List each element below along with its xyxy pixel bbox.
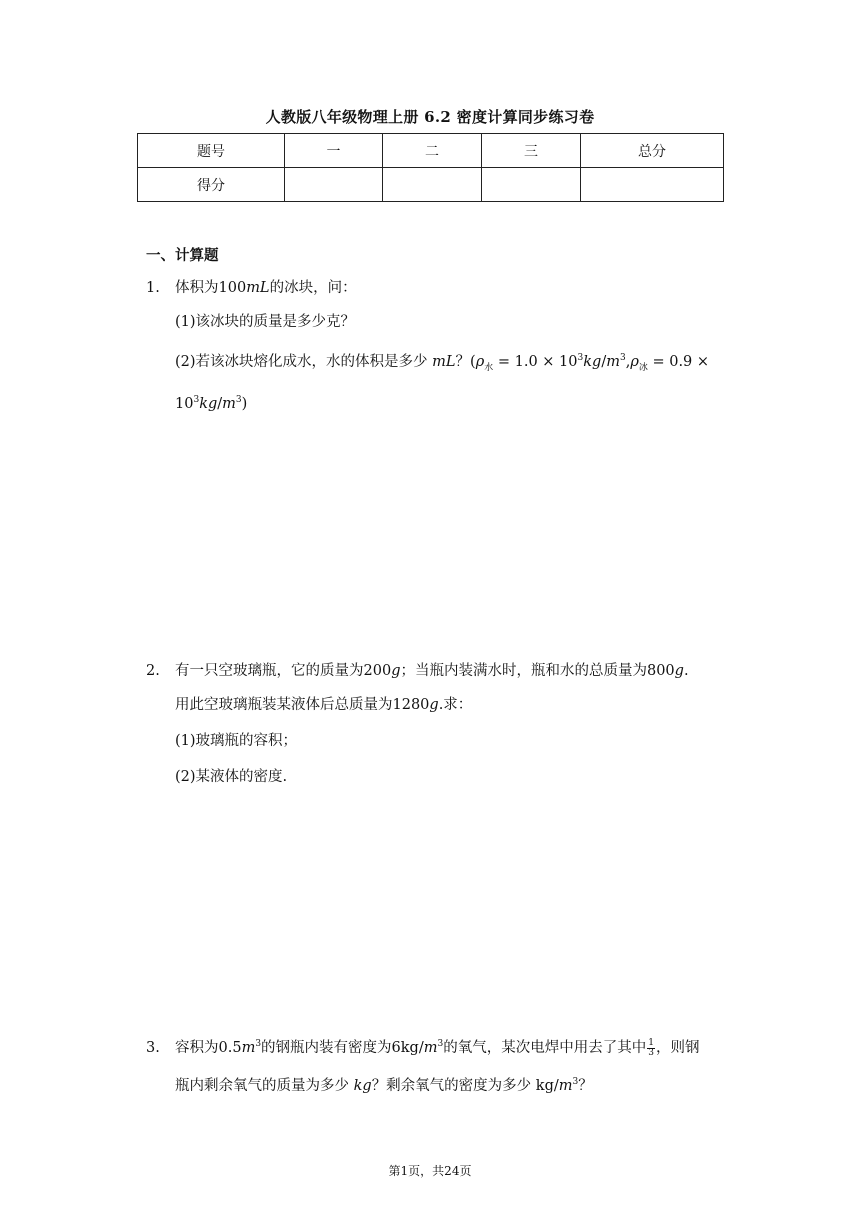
score-table-score-row [138,168,724,202]
score-table [137,133,724,202]
page-footer: 第1页，共24页 [388,1164,472,1178]
score-table-header-cell: 题号 [138,134,285,168]
question-line: 瓶内剩余氧气的质量为多少 kg？剩余氧气的密度为多少 $kg/m^3$？ [175,1077,593,1094]
question-3 [146,1038,746,1108]
question-1 [146,278,746,418]
question-line: (2)某液体的密度. [175,769,288,785]
score-cell [383,168,482,202]
score-table-header-cell: 三 [482,134,581,168]
score-table-header-cell: 总分 [581,134,724,168]
document-title: 人教版八年级物理上册 6.2 密度计算同步练习卷 [265,108,595,126]
question-line: (2)若该冰块熔化成水，水的体积是多少 mL？($\rho_水 = 1.0 \times 10^3kg/m^3,\rho_冰 = 0.9$ × [175,353,710,373]
question-number: 2. [146,663,160,679]
score-cell [581,168,724,202]
score-cell [285,168,383,202]
question-number: 1. [146,280,160,296]
question-line: $10^3kg/m^3$) [175,395,248,412]
score-table-header-cell: 二 [383,134,482,168]
question-line: 容积为$0.5m^3$的钢瓶内装有密度为$6kg/m^3$的氧气，某次电焊中用去了其中 $\frac{1}{3}$ ，则钢 [175,1037,700,1058]
section-title: 一、计算题 [146,247,219,264]
question-line: 体积为100mL的冰块，问： [175,280,357,296]
question-2 [146,661,746,791]
question-line: (1)该冰块的质量是多少克？ [175,314,356,330]
score-row-label: 得分 [138,168,285,202]
score-cell [482,168,581,202]
question-line: 用此空玻璃瓶装某液体后总质量为1280g.求： [175,697,473,713]
score-table-header-cell: 一 [285,134,383,168]
score-table-header-row [138,134,724,168]
question-line: (1)玻璃瓶的容积； [175,733,298,749]
question-line: 有一只空玻璃瓶，它的质量为200g；当瓶内装满水时，瓶和水的总质量为800g. [175,663,689,679]
question-number: 3. [146,1040,160,1056]
